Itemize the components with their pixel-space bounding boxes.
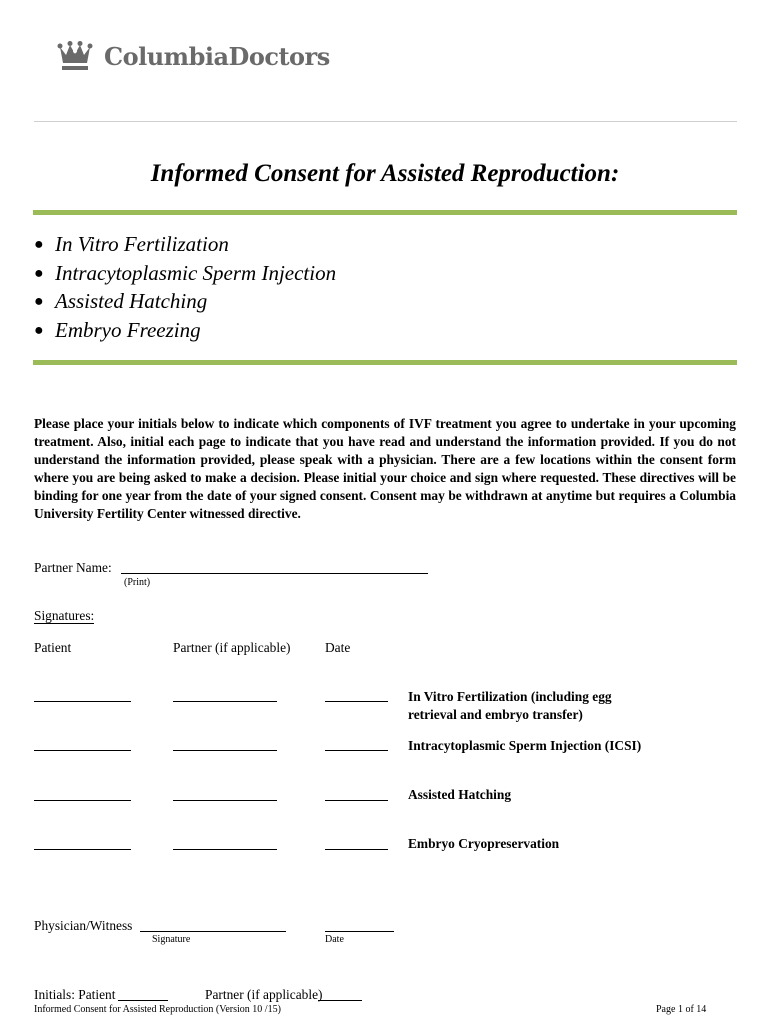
patient-initials-icsi[interactable] — [34, 750, 131, 751]
initials-patient-field[interactable] — [118, 1000, 168, 1001]
date-note: Date — [325, 934, 344, 945]
list-item: ● Assisted Hatching — [34, 289, 208, 313]
signatures-heading: Signatures: — [34, 608, 95, 623]
list-item: ● Intracytoplasmic Sperm Injection — [34, 260, 337, 285]
list-item: ● Embryo Freezing — [34, 317, 201, 342]
list-item: ● In Vitro Fertilization — [34, 232, 229, 256]
partner-name-label: Partner Name: — [34, 560, 112, 575]
consent-item-icsi: Intracytoplasmic Sperm Injection (ICSI) — [408, 738, 642, 753]
patient-initials-hatching[interactable] — [34, 800, 131, 801]
page-title: Informed Consent for Assisted Reproduction: — [150, 160, 620, 187]
patient-initials-ivf[interactable] — [34, 701, 131, 702]
col-partner: Partner (if applicable) — [173, 640, 291, 655]
partner-name-field[interactable] — [121, 573, 428, 574]
partner-initials-cryo[interactable] — [173, 849, 277, 850]
date-cryo[interactable] — [325, 849, 388, 850]
col-patient: Patient — [34, 640, 72, 655]
witness-signature-field[interactable] — [140, 931, 286, 932]
consent-item-ivf: In Vitro Fertilization (including egg retrieval and embryo transfer) — [408, 689, 612, 722]
col-date: Date — [325, 640, 351, 655]
consent-item-hatching: Assisted Hatching — [408, 787, 512, 802]
bottom-green-divider — [33, 360, 737, 365]
witness-date-field[interactable] — [325, 931, 394, 932]
partner-initials-ivf[interactable] — [173, 701, 277, 702]
intro-paragraph: Please place your initials below to indicate which components of IVF treatment you agree to undertake in your upcoming treatment. Also, initial each page to indicate that you have read and understand the information provided. If you do not understand the information provided, please speak with a physician. There are a few locations within the consent form where you are being asked to make a decision. Please initial your choice and sign where requested. These directives will be binding for one year from the date of your signed consent. Consent may be withdrawn at anytime but requires a Columbia University Fertility Center witnessed directive. — [34, 416, 736, 522]
partner-initials-hatching[interactable] — [173, 800, 277, 801]
procedure-list — [34, 232, 336, 346]
date-hatching[interactable] — [325, 800, 388, 801]
witness-label: Physician/Witness — [34, 918, 133, 933]
print-note: (Print) — [124, 577, 151, 588]
list-item-label: Assisted Hatching — [55, 289, 208, 313]
date-ivf[interactable] — [325, 701, 388, 702]
date-icsi[interactable] — [325, 750, 388, 751]
initials-partner-label: Partner (if applicable) — [205, 987, 323, 1002]
initials-patient-label: Initials: Patient — [34, 987, 116, 1002]
page-number: Page 1 of 14 — [656, 1004, 707, 1015]
list-item-label: Intracytoplasmic Sperm Injection — [55, 260, 337, 285]
signature-note: Signature — [152, 934, 191, 945]
consent-item-cryo: Embryo Cryopreservation — [408, 836, 560, 851]
partner-initials-icsi[interactable] — [173, 750, 277, 751]
list-item-label: Embryo Freezing — [55, 317, 201, 342]
crown-icon — [56, 39, 94, 73]
top-green-divider — [33, 210, 737, 215]
footer-form-name: Informed Consent for Assisted Reproduction (Version 10 /15) — [34, 1004, 281, 1015]
initials-partner-field[interactable] — [318, 1000, 362, 1001]
header-divider — [34, 121, 737, 122]
logo-text: ColumbiaDoctors — [104, 41, 330, 71]
logo — [56, 36, 330, 76]
patient-initials-cryo[interactable] — [34, 849, 131, 850]
list-item-label: In Vitro Fertilization — [55, 232, 229, 256]
